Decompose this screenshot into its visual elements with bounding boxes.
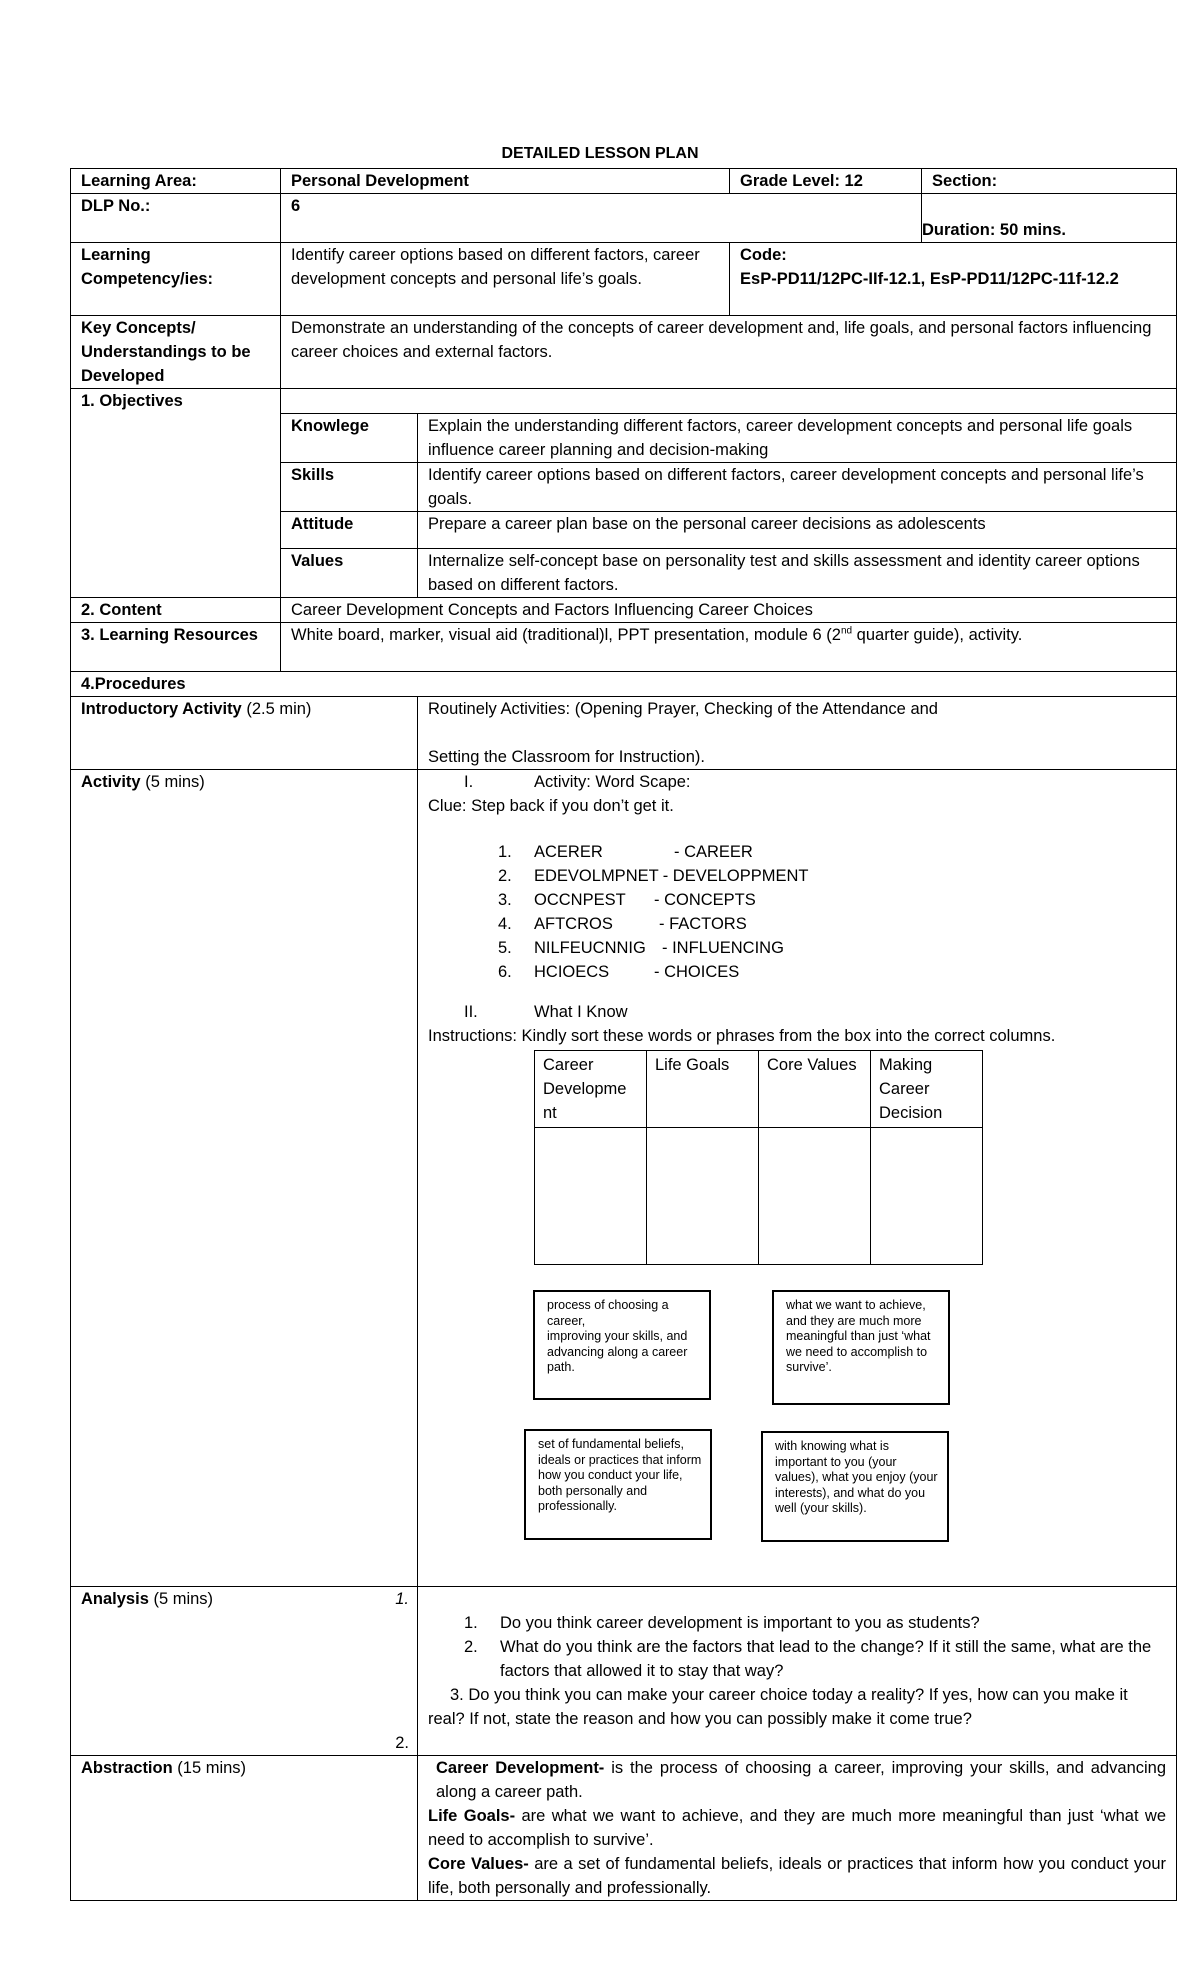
resources-label: 3. Learning Resources [71,623,281,672]
answer-word: - INFLUENCING [662,939,784,957]
answer-word: - CHOICES [654,963,740,981]
item-number: 2. [464,1638,478,1656]
document-title: DETAILED LESSON PLAN [501,145,699,162]
duration: Duration: 50 mins. [922,194,1177,243]
list-item [464,1611,1166,1635]
abstraction-label: Abstraction [81,1759,173,1777]
column-header: Life Goals [647,1051,759,1128]
learning-area-row [71,169,1177,194]
content-label: 2. Content [71,598,281,623]
scrambled-word: NILFEUCNNIG [534,939,646,957]
activity-clue: Clue: Step back if you don’t get it. [428,797,674,815]
roman-numeral: II. [464,1003,478,1021]
objective-text: Identify career options based on different factors, career development concepts and personal life’s goals. [418,463,1177,512]
abstraction-label-cell [71,1756,418,1901]
answer-word: - DEVELOPPMENT [662,867,809,885]
scrambled-word: EDEVOLMPNET [534,867,659,885]
item-number: 6. [498,963,512,981]
objective-label: Values [281,549,418,598]
introductory-label-cell [71,697,418,770]
scrambled-word: ACERER [534,843,603,861]
activity-content [418,770,1177,1587]
roman-numeral: I. [464,773,474,791]
sorting-answer-row [535,1128,983,1265]
abstraction-definition: are a set of fundamental beliefs, ideals or practices that inform how you conduct your life, both personally and professionally. [428,1855,1167,1897]
activity-part1-heading [428,770,1166,794]
part1-title: Activity: Word Scape: [534,773,691,791]
dlp-label: DLP No.: [71,194,281,243]
activity-time: (5 mins) [140,773,205,791]
activity-label-cell [71,770,418,1587]
sorting-header-row [535,1051,983,1128]
abstraction-content [418,1756,1177,1901]
definition-box: with knowing what is important to you (your values), what you enjoy (your interests), and what do you well (your skills). [761,1431,949,1542]
key-concepts-label: Key Concepts/ Understandings to be Developed [71,316,281,389]
objective-text: Explain the understanding different factors, career development concepts and personal life goals influence career planning and decision-making [418,414,1177,463]
analysis-label: Analysis [81,1590,149,1608]
activity-row [71,770,1177,1587]
objectives-spacer [281,389,1177,414]
competency-text: Identify career options based on different factors, career development concepts and personal life’s goals. [281,243,730,316]
competency-label: Learning Competency/ies: [71,243,281,316]
abstraction-definition: are what we want to achieve, and they are much more meaningful than just ‘what we need to accomplish to survive’. [428,1807,1167,1849]
objective-text: Prepare a career plan base on the personal career decisions as adolescents [418,512,1177,549]
competency-row [71,243,1177,316]
abstraction-item [428,1852,1166,1900]
analysis-content [418,1587,1177,1756]
definition-box: process of choosing a career, improving your skills, and advancing along a career path. [533,1290,711,1400]
abstraction-term: Core Values- [428,1855,529,1873]
code-value: EsP-PD11/12PC-IIf-12.1, EsP-PD11/12PC-11f-12.2 [740,270,1119,288]
content-row [71,598,1177,623]
side-number: 1. [395,1590,409,1608]
resources-row [71,623,1177,672]
sorting-table [534,1050,983,1265]
key-concepts-text: Demonstrate an understanding of the concepts of career development and, life goals, and personal factors influencing career choices and external factors. [281,316,1177,389]
activity-label: Activity [81,773,141,791]
objective-label: Knowlege [281,414,418,463]
answer-cell [759,1128,871,1265]
answer-cell [647,1128,759,1265]
section-label: Section: [922,169,1177,194]
abstraction-term: Life Goals- [428,1807,516,1825]
objective-text: Internalize self-concept base on personality test and skills assessment and identity career options based on different factors. [418,549,1177,598]
column-header: Career Developme nt [535,1051,647,1128]
definition-box: set of fundamental beliefs, ideals or practices that inform how you conduct your life, both personally and professionally. [524,1429,712,1540]
scrambled-word: AFTCROS [534,915,613,933]
key-concepts-row [71,316,1177,389]
objectives-label: 1. Objectives [71,389,281,598]
list-item [464,1635,1166,1683]
answer-word: - FACTORS [659,915,747,933]
item-number: 1. [464,1614,478,1632]
objective-label: Attitude [281,512,418,549]
lesson-plan-table [70,168,1177,1901]
answer-cell [535,1128,647,1265]
answer-word: - CONCEPTS [654,891,756,909]
definition-boxes [428,1265,1166,1585]
part2-title: What I Know [534,1003,628,1021]
activity-instructions: Instructions: Kindly sort these words or phrases from the box into the correct columns. [428,1027,1056,1045]
abstraction-term: Career Development- [436,1759,605,1777]
question-text: What do you think are the factors that lead to the change? If it still the same, what are the factors that allowed it to stay that way? [500,1638,1152,1680]
list-item [498,864,1166,888]
abstraction-row [71,1756,1177,1901]
column-header: Making Career Decision [871,1051,983,1128]
abstraction-item [428,1804,1166,1852]
side-number: 2. [395,1734,409,1752]
objective-label: Skills [281,463,418,512]
scrambled-word: OCCNPEST [534,891,626,909]
learning-area-value: Personal Development [281,169,730,194]
abstraction-time: (15 mins) [172,1759,247,1777]
dlp-number: 6 [281,194,922,243]
learning-area-label: Learning Area: [71,169,281,194]
introductory-label: Introductory Activity [81,700,242,718]
content-text: Career Development Concepts and Factors Influencing Career Choices [281,598,1177,623]
abstraction-definition: is the process of choosing a career, improving your skills, and advancing along a career path. [436,1759,1167,1801]
item-number: 5. [498,939,512,957]
list-item [498,840,1166,864]
list-item [498,960,1166,984]
analysis-q3: 3. Do you think you can make your career choice today a reality? If yes, how can you make it real? If not, state the reason and how you can possibly make it come true? [428,1686,1128,1728]
analysis-label-cell [71,1587,418,1756]
introductory-line1: Routinely Activities: (Opening Prayer, Checking of the Attendance and [428,700,938,718]
item-number: 1. [498,843,512,861]
resources-text-a: White board, marker, visual aid (traditional)l, PPT presentation, module 6 (2 [291,626,841,644]
answer-cell [871,1128,983,1265]
abstraction-item [428,1756,1166,1804]
code-cell [730,243,1177,316]
list-item [498,912,1166,936]
analysis-time: (5 mins) [148,1590,214,1608]
activity-part2-heading [428,1000,1166,1024]
item-number: 3. [498,891,512,909]
resources-text-b: quarter guide), activity. [852,626,1023,644]
analysis-row [71,1587,1177,1756]
resources-sup: nd [840,625,853,637]
answer-word: - CAREER [674,843,753,861]
question-text: Do you think career development is important to you as students? [500,1614,980,1632]
analysis-questions [428,1611,1166,1683]
grade-level: Grade Level: 12 [730,169,922,194]
procedures-row [71,672,1177,697]
introductory-time: (2.5 min) [241,700,312,718]
dlp-row [71,194,1177,243]
introductory-line2: Setting the Classroom for Instruction). [428,748,705,766]
code-label: Code: [740,246,787,264]
objectives-row [71,389,1177,414]
column-header: Core Values [759,1051,871,1128]
list-item [498,936,1166,960]
list-item [498,888,1166,912]
item-number: 4. [498,915,512,933]
resources-text [281,623,1177,672]
introductory-text [418,697,1177,770]
definition-box: what we want to achieve, and they are much more meaningful than just ‘what we need to accomplish to survive’. [772,1290,950,1405]
scrambled-word: HCIOECS [534,963,610,981]
item-number: 2. [498,867,512,885]
word-scape-list [428,840,1166,984]
introductory-row [71,697,1177,770]
procedures-label: 4.Procedures [71,672,1177,697]
